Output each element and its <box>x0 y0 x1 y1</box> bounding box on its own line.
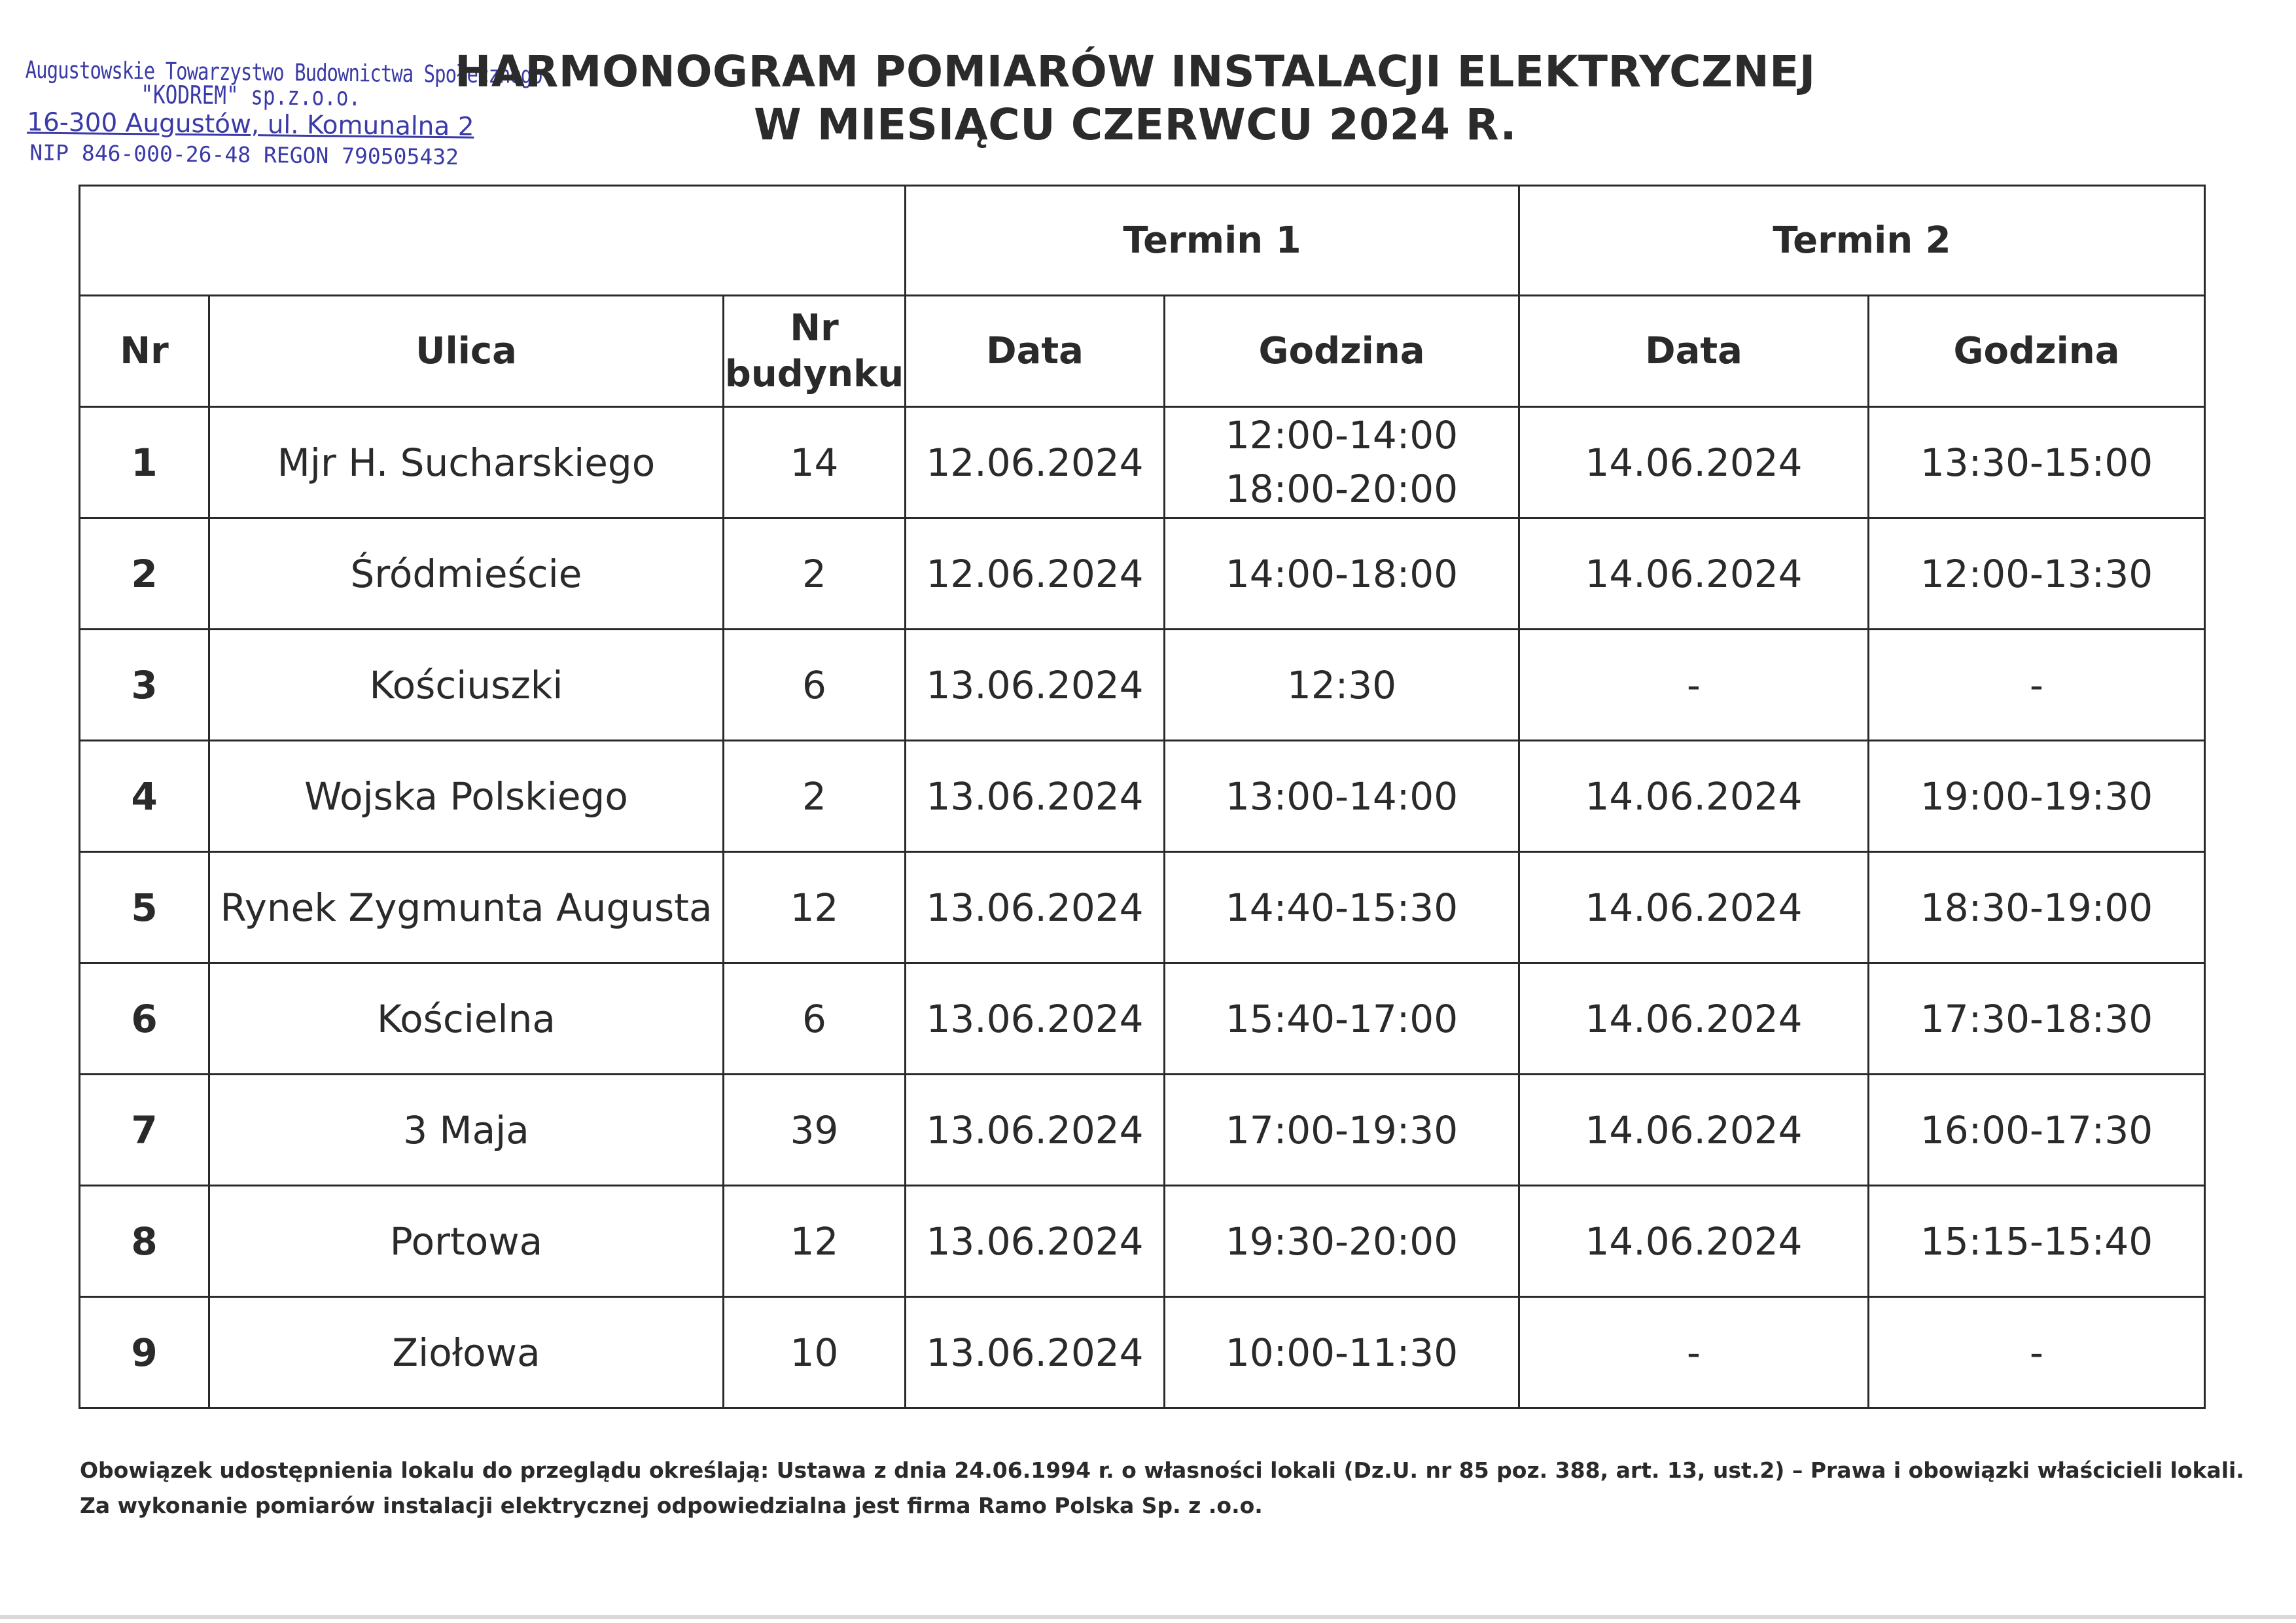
termin-2-header: Termin 2 <box>1519 186 2205 296</box>
cell-ulica: Kościelna <box>209 963 724 1075</box>
col-header-nr-budynku-line2: budynku <box>724 352 904 395</box>
cell-godzina-1: 17:00-19:30 <box>1165 1075 1519 1186</box>
stamp-address: 16-300 Augustów, ul. Komunalna 2 <box>26 107 474 142</box>
cell-nr: 6 <box>80 963 209 1075</box>
cell-ulica: Śródmieście <box>209 518 724 630</box>
cell-nr: 3 <box>80 630 209 741</box>
cell-godzina-1: 19:30-20:00 <box>1165 1186 1519 1297</box>
cell-data-2: 14.06.2024 <box>1519 407 1869 518</box>
cell-data-1: 13.06.2024 <box>906 741 1165 852</box>
cell-data-2: 14.06.2024 <box>1519 852 1869 963</box>
cell-godzina-1-b: 18:00-20:00 <box>1225 466 1458 511</box>
cell-data-1: 13.06.2024 <box>906 852 1165 963</box>
cell-godzina-2: 18:30-19:00 <box>1869 852 2205 963</box>
cell-data-1: 12.06.2024 <box>906 407 1165 518</box>
col-header-nr-budynku-line1: Nr <box>790 306 839 349</box>
title-line-2: W MIESIĄCU CZERWCU 2024 R. <box>753 99 1517 150</box>
cell-budynek: 12 <box>724 1186 906 1297</box>
cell-ulica: Rynek Zygmunta Augusta <box>209 852 724 963</box>
cell-nr: 5 <box>80 852 209 963</box>
table-row <box>80 1075 2205 1186</box>
cell-data-1: 13.06.2024 <box>906 630 1165 741</box>
cell-godzina-1: 14:00-18:00 <box>1165 518 1519 630</box>
schedule-table <box>79 185 2206 1409</box>
cell-godzina-1: 10:00-11:30 <box>1165 1297 1519 1408</box>
stamp-tax-ids: NIP 846-000-26-48 REGON 790505432 <box>29 139 459 170</box>
cell-data-2: 14.06.2024 <box>1519 963 1869 1075</box>
cell-data-2: 14.06.2024 <box>1519 1186 1869 1297</box>
cell-nr: 4 <box>80 741 209 852</box>
cell-budynek: 2 <box>724 518 906 630</box>
cell-nr: 7 <box>80 1075 209 1186</box>
cell-godzina-2: 12:00-13:30 <box>1869 518 2205 630</box>
table-row <box>80 630 2205 741</box>
cell-godzina-2: 19:00-19:30 <box>1869 741 2205 852</box>
cell-godzina-1 <box>1165 407 1519 518</box>
table-row <box>80 1186 2205 1297</box>
cell-ulica: 3 Maja <box>209 1075 724 1186</box>
cell-godzina-1: 13:00-14:00 <box>1165 741 1519 852</box>
cell-godzina-2: - <box>1869 1297 2205 1408</box>
cell-ulica: Portowa <box>209 1186 724 1297</box>
col-header-ulica: Ulica <box>209 296 724 407</box>
col-header-nr: Nr <box>80 296 209 407</box>
title-line-1: HARMONOGRAM POMIARÓW INSTALACJI ELEKTRYCZNEJ <box>455 46 1816 97</box>
cell-data-2: - <box>1519 630 1869 741</box>
column-header-row <box>80 296 2205 407</box>
cell-nr: 8 <box>80 1186 209 1297</box>
cell-data-1: 13.06.2024 <box>906 963 1165 1075</box>
table-row <box>80 963 2205 1075</box>
col-header-data-1: Data <box>906 296 1165 407</box>
cell-nr: 9 <box>80 1297 209 1408</box>
cell-godzina-1: 14:40-15:30 <box>1165 852 1519 963</box>
termin-1-header: Termin 1 <box>906 186 1519 296</box>
col-header-godzina-2: Godzina <box>1869 296 2205 407</box>
cell-budynek: 10 <box>724 1297 906 1408</box>
cell-data-1: 13.06.2024 <box>906 1297 1165 1408</box>
col-header-godzina-1: Godzina <box>1165 296 1519 407</box>
scan-edge-divider <box>0 1615 2296 1619</box>
stamp-company-brand: "KODREM" sp.z.o.o. <box>141 80 361 113</box>
cell-godzina-2: 17:30-18:30 <box>1869 963 2205 1075</box>
cell-data-1: 13.06.2024 <box>906 1186 1165 1297</box>
cell-nr: 1 <box>80 407 209 518</box>
cell-budynek: 12 <box>724 852 906 963</box>
document-title <box>366 46 1904 151</box>
blank-header-cell <box>80 186 906 296</box>
cell-data-2: 14.06.2024 <box>1519 741 1869 852</box>
cell-budynek: 2 <box>724 741 906 852</box>
cell-godzina-2: 15:15-15:40 <box>1869 1186 2205 1297</box>
table-row <box>80 518 2205 630</box>
table-row <box>80 407 2205 518</box>
table-row <box>80 1297 2205 1408</box>
footer-contractor: Za wykonanie pomiarów instalacji elektrycznej odpowiedzialna jest firma Ramo Polska Sp. z .o.o. <box>80 1493 1263 1519</box>
cell-godzina-2: 13:30-15:00 <box>1869 407 2205 518</box>
stamp-company-name: Augustowskie Towarzystwo Budownictwa Społecznego <box>25 56 542 89</box>
cell-data-2: 14.06.2024 <box>1519 1075 1869 1186</box>
termin-header-row <box>80 186 2205 296</box>
cell-budynek: 6 <box>724 963 906 1075</box>
cell-godzina-2: 16:00-17:30 <box>1869 1075 2205 1186</box>
col-header-nr-budynku <box>724 296 906 407</box>
cell-godzina-1: 15:40-17:00 <box>1165 963 1519 1075</box>
footer-legal-basis: Obowiązek udostępnienia lokalu do przeglądu określają: Ustawa z dnia 24.06.1994 r. o własności lokali (Dz.U. nr 85 poz. 388, art. 13, ust.2) – Prawa i obowiązki właścicieli lokali. <box>80 1457 2244 1483</box>
cell-data-2: - <box>1519 1297 1869 1408</box>
cell-ulica: Kościuszki <box>209 630 724 741</box>
cell-ulica: Wojska Polskiego <box>209 741 724 852</box>
col-header-data-2: Data <box>1519 296 1869 407</box>
cell-godzina-1: 12:30 <box>1165 630 1519 741</box>
cell-budynek: 6 <box>724 630 906 741</box>
cell-nr: 2 <box>80 518 209 630</box>
table-row <box>80 852 2205 963</box>
legal-footer <box>80 1453 2244 1524</box>
cell-data-1: 13.06.2024 <box>906 1075 1165 1186</box>
cell-godzina-1-a: 12:00-14:00 <box>1225 413 1458 458</box>
cell-data-2: 14.06.2024 <box>1519 518 1869 630</box>
cell-data-1: 12.06.2024 <box>906 518 1165 630</box>
cell-budynek: 39 <box>724 1075 906 1186</box>
table-row <box>80 741 2205 852</box>
cell-ulica: Mjr H. Sucharskiego <box>209 407 724 518</box>
cell-godzina-2: - <box>1869 630 2205 741</box>
cell-ulica: Ziołowa <box>209 1297 724 1408</box>
cell-budynek: 14 <box>724 407 906 518</box>
